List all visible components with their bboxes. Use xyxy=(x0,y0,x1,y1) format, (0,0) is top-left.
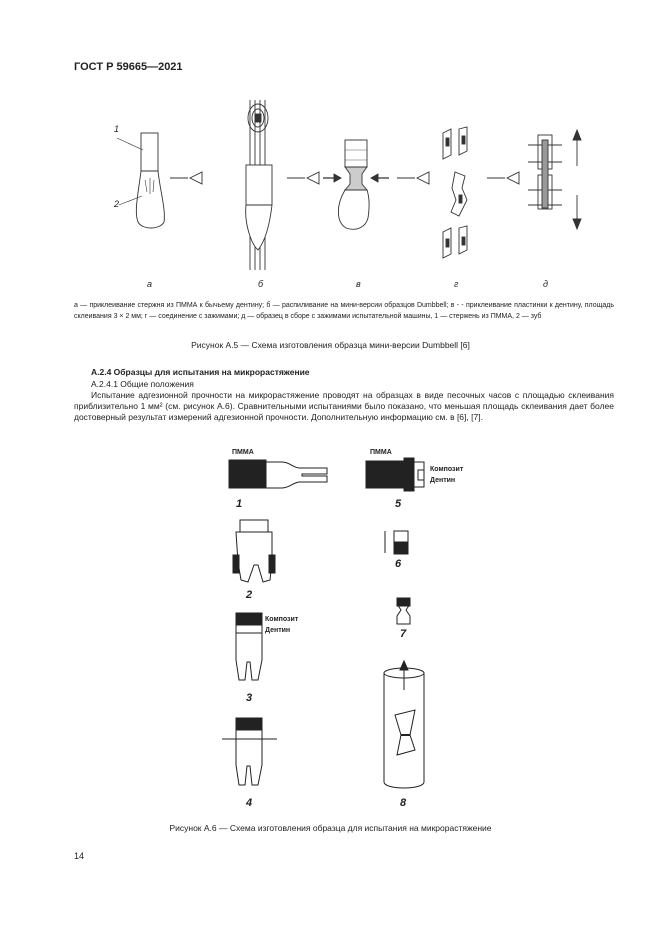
step-label-b: б xyxy=(258,279,264,289)
part-label-2: 2 xyxy=(114,199,120,209)
step-number-7: 7 xyxy=(400,628,407,640)
step-label-e: д xyxy=(543,279,548,289)
label-dentin-3: Дентин xyxy=(265,627,291,634)
label-composite-5: Композит xyxy=(430,466,464,473)
figure-a5-caption: а — приклеивание стержня из ПММА к бычьему дентину; б — распиливание на мини-версии образцов Dumbbell; в - - приклеивание пластинки к дентину, площадь склеивания 3 × 2 мм; г — соединение с зажимами; д — образец в сборе с зажимами испытательной машины, 1 — стержень из ПММА, 2 — зуб xyxy=(74,302,614,320)
step-label-d: г xyxy=(454,279,459,289)
document-code: ГОСТ Р 59665—2021 xyxy=(74,61,183,73)
label-composite-3: Композит xyxy=(265,616,299,623)
step-number-4: 4 xyxy=(246,797,253,809)
step-number-8: 8 xyxy=(400,797,407,809)
label-pmma-1: ПММА xyxy=(232,449,254,456)
step-number-6: 6 xyxy=(395,558,402,570)
page-number: 14 xyxy=(74,851,85,861)
part-label-1: 1 xyxy=(114,124,120,134)
step-label-a: а xyxy=(147,279,153,289)
step-number-3: 3 xyxy=(246,692,253,704)
figure-a6-title: Рисунок А.6 — Схема изготовления образца для испытания на микрорастяжение xyxy=(169,823,492,833)
step-number-1: 1 xyxy=(236,498,243,510)
step-number-5: 5 xyxy=(395,498,402,510)
section-paragraph: Испытание адгезионной прочности на микрорастяжение проводят на образцах в виде песочных часов с площадью склеивания приблизительно 1 мм² (см. рисунок А.6). Сравнительными испытаниями было показано, что меньшая площадь склеивания дает более достоверный результат измерений адгезионной прочности. Дополнительную информацию см. в [6], [7]. xyxy=(74,390,614,422)
step-label-c: в xyxy=(356,279,361,289)
section-heading: А.2.4 Образцы для испытания на микрорастяжение xyxy=(91,367,310,377)
label-pmma-5: ПММА xyxy=(370,449,392,456)
section-subheading: А.2.4.1 Общие положения xyxy=(91,379,194,389)
step-number-2: 2 xyxy=(246,589,253,601)
label-dentin-5: Дентин xyxy=(430,477,456,484)
figure-a5-title: Рисунок А.5 — Схема изготовления образца мини-версии Dumbbell [6] xyxy=(191,340,470,350)
